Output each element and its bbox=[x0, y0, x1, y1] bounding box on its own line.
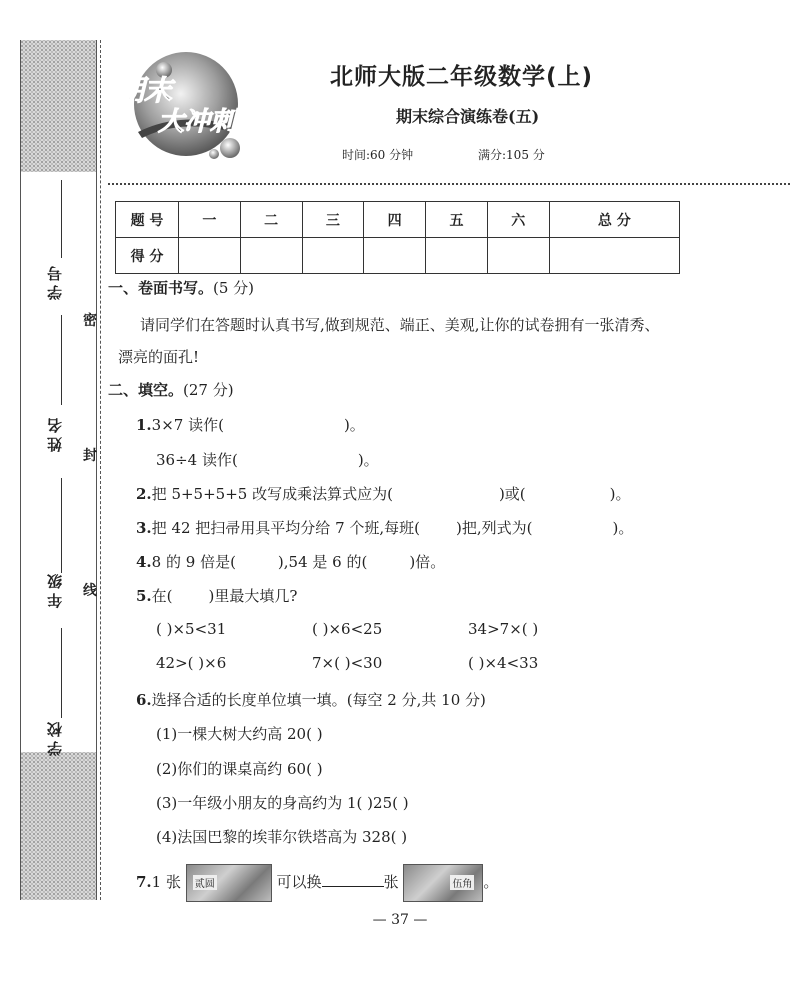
question-4-number: 4. bbox=[136, 553, 152, 571]
section-2-points: (27 分) bbox=[183, 381, 234, 399]
question-1b-text: 36÷4 读作( bbox=[156, 451, 238, 469]
question-3-mid: )把,列式为( bbox=[456, 519, 533, 537]
question-5-item[interactable]: 34>7×( ) bbox=[468, 620, 539, 638]
score-table-cell: 题 号 bbox=[116, 202, 179, 238]
grade-label: 年级 bbox=[46, 570, 64, 608]
answer-blank[interactable] bbox=[322, 872, 384, 887]
question-7-number: 7. bbox=[136, 873, 152, 891]
question-5-item[interactable]: 42>( )×6 bbox=[156, 654, 227, 672]
grade-line bbox=[61, 478, 62, 573]
score-table bbox=[115, 201, 680, 274]
question-2-text: 把 5+5+5+5 改写成乘法算式应为( bbox=[151, 485, 393, 503]
score-table-cell: 三 bbox=[302, 202, 364, 238]
question-5-item[interactable]: 7×( )<30 bbox=[312, 654, 383, 672]
question-5 bbox=[136, 585, 297, 606]
score-table-cell: 二 bbox=[240, 202, 302, 238]
question-7 bbox=[136, 864, 498, 902]
question-7-end: 。 bbox=[483, 873, 499, 891]
question-3-end: )。 bbox=[612, 519, 634, 537]
score-table-cell: 四 bbox=[364, 202, 426, 238]
score-input-cell[interactable] bbox=[240, 238, 302, 274]
score-input-cell[interactable] bbox=[426, 238, 488, 274]
score-table-header-row bbox=[116, 202, 680, 238]
question-6-text: 选择合适的长度单位填一填。 bbox=[151, 691, 347, 709]
question-7-text-c: 张 bbox=[383, 873, 399, 891]
binding-pattern-bottom bbox=[20, 752, 96, 900]
page-subtitle: 期末综合演练卷(五) bbox=[396, 107, 540, 126]
logo-text-top: 期末 bbox=[116, 74, 173, 107]
score-table-cell: 得 分 bbox=[116, 238, 179, 274]
question-5-item[interactable]: ( )×4<33 bbox=[468, 654, 539, 672]
binding-border-left bbox=[20, 40, 21, 900]
question-6-note: (每空 2 分,共 10 分) bbox=[346, 691, 486, 709]
question-5-item[interactable]: ( )×5<31 bbox=[156, 620, 227, 638]
exam-logo bbox=[108, 52, 258, 164]
banknote-2-yuan-text: 贰圆 bbox=[193, 875, 217, 890]
question-6-item[interactable]: (4)法国巴黎的埃菲尔铁塔高为 328( ) bbox=[156, 828, 408, 846]
question-1a bbox=[136, 414, 365, 435]
page-number: — 37 — bbox=[372, 912, 428, 928]
score-table-cell: 总 分 bbox=[549, 202, 679, 238]
score-input-cell[interactable] bbox=[549, 238, 679, 274]
question-4-mid: ),54 是 6 的( bbox=[277, 553, 368, 571]
question-4-end: )倍。 bbox=[409, 553, 446, 571]
question-6-item[interactable]: (1)一棵大树大约高 20( ) bbox=[156, 725, 323, 743]
logo-text-bottom: 大冲刺 bbox=[158, 107, 237, 137]
question-5-text-b: )里最大填几? bbox=[208, 587, 298, 605]
banknote-2-yuan-image bbox=[186, 864, 272, 902]
seal-char-feng: 封 bbox=[83, 448, 97, 464]
header-divider bbox=[108, 183, 790, 185]
question-1a-text: 3×7 读作( bbox=[151, 416, 224, 434]
score-table-cell: 六 bbox=[487, 202, 549, 238]
section-2-title: 二、填空。 bbox=[108, 381, 184, 399]
question-6 bbox=[136, 689, 486, 710]
question-1b-end: )。 bbox=[357, 451, 379, 469]
seal-char-xian: 线 bbox=[83, 583, 97, 599]
exam-time: 时间:60 分钟 bbox=[342, 148, 414, 162]
question-2-end: )。 bbox=[609, 485, 631, 503]
question-1-number: 1. bbox=[136, 416, 152, 434]
question-7-text-b: 可以换 bbox=[276, 873, 322, 891]
cut-line bbox=[100, 40, 101, 900]
seal-char-mi: 密 bbox=[83, 313, 97, 329]
question-5-number: 5. bbox=[136, 587, 152, 605]
section-1-text-line-2: 漂亮的面孔! bbox=[118, 348, 200, 366]
score-input-cell[interactable] bbox=[364, 238, 426, 274]
score-table-cell: 一 bbox=[179, 202, 241, 238]
question-2-number: 2. bbox=[136, 485, 152, 503]
question-3-number: 3. bbox=[136, 519, 152, 537]
name-label: 姓名 bbox=[46, 414, 64, 452]
binding-pattern-top bbox=[20, 40, 96, 172]
score-input-cell[interactable] bbox=[487, 238, 549, 274]
binding-border-right bbox=[96, 40, 97, 900]
question-4 bbox=[136, 551, 445, 572]
question-1a-end: )。 bbox=[343, 416, 365, 434]
score-table-score-row bbox=[116, 238, 680, 274]
student-id-line bbox=[61, 180, 62, 258]
banknote-5-jiao-image bbox=[403, 864, 483, 902]
question-6-item[interactable]: (3)一年级小朋友的身高约为 1( )25( ) bbox=[156, 794, 409, 812]
section-1-text-line-1: 请同学们在答题时认真书写,做到规范、端正、美观,让你的试卷拥有一张清秀、 bbox=[140, 316, 660, 334]
question-5-text-a: 在( bbox=[151, 587, 173, 605]
exam-full-score: 满分:105 分 bbox=[478, 148, 545, 162]
question-3 bbox=[136, 517, 633, 538]
question-4-text: 8 的 9 倍是( bbox=[151, 553, 236, 571]
school-line bbox=[61, 628, 62, 718]
section-1-heading bbox=[108, 277, 254, 298]
name-line bbox=[61, 315, 62, 405]
section-1-points: (5 分) bbox=[213, 279, 255, 297]
student-id-label: 学号 bbox=[46, 262, 64, 300]
question-6-item[interactable]: (2)你们的课桌高约 60( ) bbox=[156, 760, 323, 778]
question-1b bbox=[156, 449, 379, 470]
score-input-cell[interactable] bbox=[179, 238, 241, 274]
score-table-cell: 五 bbox=[426, 202, 488, 238]
school-label: 学校 bbox=[46, 718, 64, 756]
question-7-text-a: 1 张 bbox=[151, 873, 181, 891]
question-5-item[interactable]: ( )×6<25 bbox=[312, 620, 383, 638]
question-2-or: )或( bbox=[498, 485, 526, 503]
banknote-5-jiao-text: 伍角 bbox=[450, 875, 474, 890]
question-2 bbox=[136, 483, 631, 504]
section-2-heading bbox=[108, 379, 234, 400]
page-title: 北师大版二年级数学(上) bbox=[330, 64, 594, 90]
question-3-text: 把 42 把扫帚用具平均分给 7 个班,每班( bbox=[151, 519, 420, 537]
question-6-number: 6. bbox=[136, 691, 152, 709]
section-1-title: 一、卷面书写。 bbox=[108, 279, 214, 297]
score-input-cell[interactable] bbox=[302, 238, 364, 274]
